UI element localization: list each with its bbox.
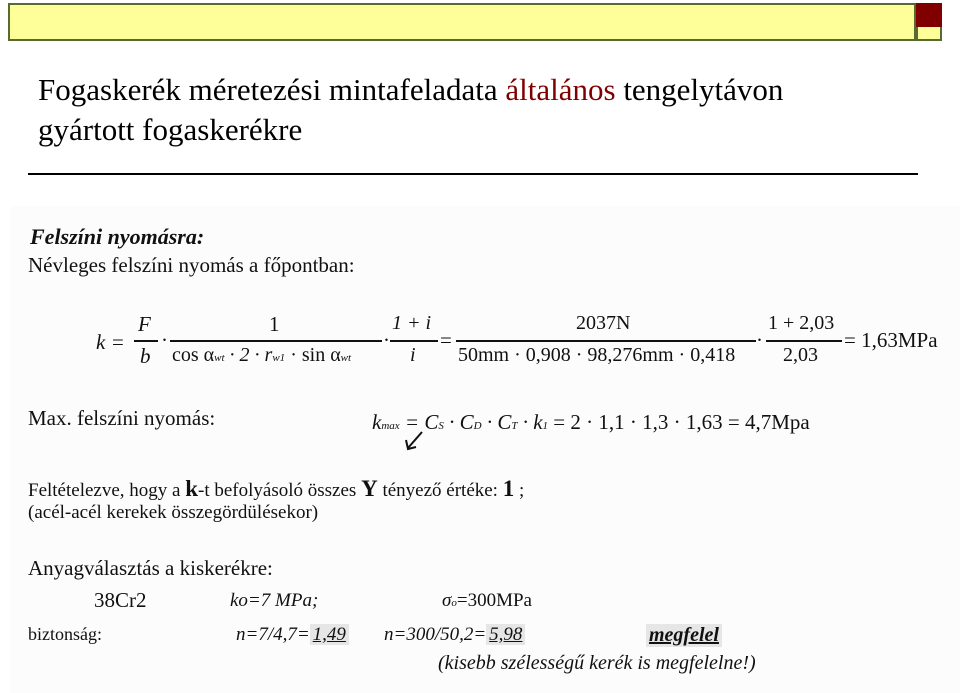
title-divider [28,173,918,175]
section-subheading: Névleges felszíni nyomás a főpontban: [28,253,355,277]
formula1-n-den: 50mm · 0,908 · 98,276mm · 0,418 [458,344,736,366]
section-heading: Felszíni nyomásra: [30,224,205,249]
title-line2: gyártott fogaskerékre [38,112,303,147]
slide-title [38,70,918,150]
sigma-value: σo=300MPa [442,590,532,611]
material-name: 38Cr2 [94,588,147,612]
fraction-bar [134,340,158,342]
result-note: (kisebb szélességű kerék is megfelelne!) [438,652,756,674]
material-heading: Anyagválasztás a kiskerékre: [28,556,273,580]
fraction-bar [390,340,438,342]
formula1-eq: = [440,328,452,352]
formula1-dot: · [161,328,168,352]
title-part2: tengelytávon [615,72,784,107]
formula1-f-den: b [140,344,151,368]
formula1-dot2: · [383,328,390,352]
title-bar [8,3,916,41]
formula1-n-num: 2037N [576,312,631,334]
slide-number [916,3,942,27]
formula1-cos: cos αwt · 2 · rw1 · sin αwt [172,344,352,366]
ko-value: ko=7 MPa; [230,590,319,611]
formula-max-pressure: kmax = CS · CD · CT · k1 = 2 · 1,1 · 1,3 · 1,63 = 4,7Mpa [372,410,810,434]
formula1-i-num: 1 + i [392,312,432,334]
result-ok: megfelel [646,624,722,647]
safety-factor-1: n=7/4,7= 1,49 [236,624,349,646]
formula1-i-den: i [410,344,416,366]
formula1-r-den: 2,03 [783,344,818,366]
formula1-r-num: 1 + 2,03 [768,312,835,334]
safety-factor-2: n=300/50,2= 5,98 [384,624,525,646]
scanned-content [10,206,960,693]
assumption-line1: Feltételezve, hogy a k-t befolyásoló összes Y tényező értéke: 1 ; [28,476,525,501]
formula1-result: = 1,63MPa [844,328,938,352]
formula1-lhs: k = [96,330,125,354]
title-accent: általános [505,72,616,107]
max-pressure-label: Max. felszíni nyomás: [28,406,216,430]
formula1-f-num: F [138,312,151,336]
assumption-line2: (acél-acél kerekek összegördülésekor) [28,502,319,523]
formula1-one: 1 [269,312,280,336]
fraction-bar [766,340,842,342]
fraction-bar [456,340,756,342]
handwritten-arrow-icon [402,428,426,454]
fraction-bar [170,340,382,342]
safety-label: biztonság: [28,624,102,644]
title-part1: Fogaskerék méretezési mintafeladata [38,72,506,107]
slide-number-tail [916,27,942,41]
formula1-dot3: · [756,328,763,352]
